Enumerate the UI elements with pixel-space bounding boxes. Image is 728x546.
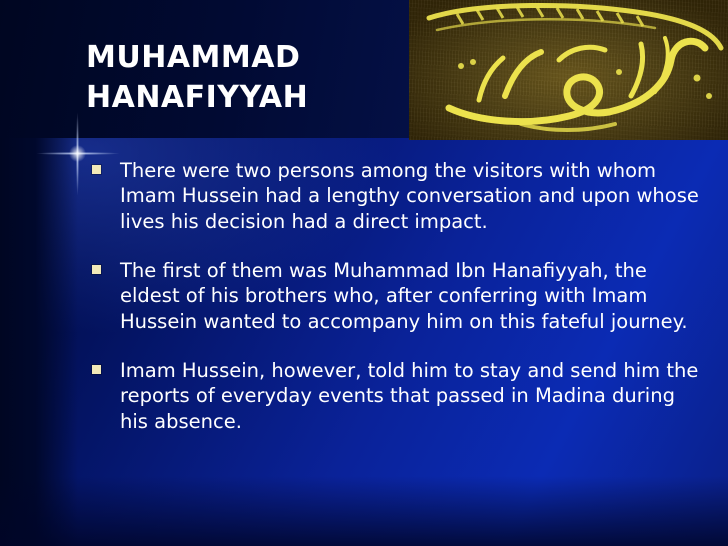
bullet-marker-icon [92, 265, 101, 274]
list-item [86, 258, 706, 334]
list-item-text: The first of them was Muhammad Ibn Hanafiyyah, the eldest of his brothers who, after conferring with Imam Hussein wanted to accompany him on this fateful journey. [120, 259, 688, 333]
list-item [86, 358, 706, 434]
slide-title: MUHAMMAD HANAFIYYAH [86, 40, 309, 115]
list-item-text: There were two persons among the visitors with whom Imam Hussein had a lengthy conversation and upon whose lives his decision had a direct impact. [120, 159, 699, 233]
list-item [86, 158, 706, 234]
bullet-list [86, 158, 706, 434]
calligraphy-strokes-icon [409, 0, 728, 140]
list-item-text: Imam Hussein, however, told him to stay and send him the reports of everyday events that passed in Madina during his absence. [120, 359, 699, 433]
bullet-marker-icon [92, 165, 101, 174]
arabic-calligraphy-image [409, 0, 728, 140]
bullet-marker-icon [92, 365, 101, 374]
